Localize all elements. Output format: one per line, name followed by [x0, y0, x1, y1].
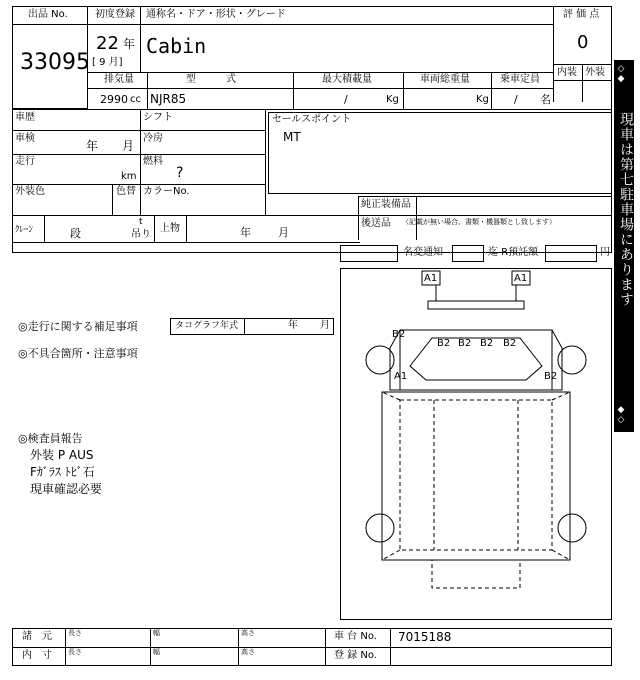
side-notice-top: ◇◆: [616, 64, 626, 84]
reg-month: [ 9 月]: [92, 57, 123, 68]
inspection-label: 車検: [15, 133, 35, 144]
gross-weight-unit: Kg: [476, 94, 489, 105]
displacement-value: 2990: [100, 93, 128, 106]
ac-label: 冷房: [143, 133, 163, 144]
fuel-label: 燃料: [143, 156, 163, 167]
registration-label: 登 録 No.: [334, 650, 377, 661]
sales-point-value: MT: [283, 130, 301, 144]
car-name: Cabin: [146, 34, 207, 58]
driving-notes-label: ◎走行に関する補足事項: [18, 320, 138, 333]
forwarding-note: （記載が無い場合、書類・機器類とし致します）: [402, 218, 556, 226]
color-no-label: カラーNo.: [143, 186, 190, 197]
first-reg-label: 初度登録: [95, 9, 135, 20]
max-load-unit: Kg: [386, 94, 399, 105]
diagram-mark: A1: [394, 371, 408, 382]
shift-label: シフト: [143, 112, 173, 123]
diagram-mark: B2: [458, 338, 472, 349]
inspector-line: Fｶﾞﾗｽ ﾄﾋﾞ石: [30, 465, 95, 479]
tachograph-month-unit: 月: [320, 320, 330, 331]
width-label: 幅: [153, 648, 160, 656]
inspection-year-unit: 年: [86, 139, 99, 153]
diagram-mark: B2: [544, 371, 558, 382]
model-value: NJR85: [150, 92, 187, 106]
defects-label: ◎不具合箇所・注意事項: [18, 347, 138, 360]
crane-lift-unit: 吊り: [131, 229, 151, 240]
tachograph-year-unit: 年: [288, 320, 298, 331]
recycle-label: 迄 R預託額: [488, 247, 539, 258]
capacity-label: 乗車定員: [500, 74, 540, 85]
chassis-label: 車 台 No.: [334, 631, 377, 642]
pre-name-change-box: [340, 245, 398, 262]
gross-weight-label: 車両総重量: [420, 74, 470, 85]
height-label: 高さ: [241, 629, 255, 637]
name-change-box: [452, 245, 484, 262]
reg-year-unit: 年: [123, 37, 136, 51]
diagram-mark: B2: [437, 338, 451, 349]
fuel-value: ?: [176, 165, 184, 181]
score-label: 評 価 点: [563, 9, 600, 20]
mileage-label: 走行: [15, 156, 35, 167]
length-label: 長さ: [68, 648, 82, 656]
spec-label: 諸 元: [22, 631, 52, 642]
length-label: 長さ: [68, 629, 82, 637]
exterior-label: 外装: [585, 67, 605, 78]
inspector-line: 外装 P AUS: [30, 448, 94, 462]
height-label: 高さ: [241, 648, 255, 656]
inspection-month-unit: 月: [122, 139, 135, 153]
model-label: 型 式: [186, 74, 236, 85]
lift-month-unit: 月: [278, 226, 289, 239]
lot-number: 33095: [20, 50, 90, 75]
diagram-mark: A1: [514, 273, 528, 284]
max-load-sep: /: [344, 93, 348, 106]
crane-t-unit: t: [139, 217, 143, 227]
lift-label: 上物: [160, 223, 180, 234]
diagram-mark: B2: [503, 338, 517, 349]
inspector-line: 現車確認必要: [30, 482, 103, 496]
yen-unit: 円: [600, 247, 610, 258]
history-label: 車歴: [15, 112, 35, 123]
max-load-label: 最大積載量: [322, 74, 372, 85]
sales-point-label: セールスポイント: [272, 114, 352, 125]
color-change-label: 色替: [116, 186, 136, 197]
diagram-mark: B2: [480, 338, 494, 349]
width-label: 幅: [153, 629, 160, 637]
name-grade-label: 通称名・ドア・形状・グレード: [146, 9, 286, 20]
capacity-unit: 名: [540, 93, 551, 106]
crane-stage-unit: 段: [70, 227, 81, 240]
truck-condition-diagram: [340, 268, 612, 620]
forwarding-label: 後送品: [361, 218, 391, 229]
reg-year: 22: [96, 33, 119, 54]
mileage-unit: km: [121, 171, 137, 182]
score-value: 0: [577, 32, 589, 53]
name-change-label: 名変通知: [403, 247, 443, 258]
side-notice-text: 現車は第七駐車場にあります: [618, 112, 634, 307]
tachograph-label: タコグラフ年式: [175, 321, 239, 331]
displacement-unit: cc: [130, 94, 141, 105]
lift-year-unit: 年: [240, 226, 251, 239]
interior-dim-label: 内 寸: [22, 650, 52, 661]
displacement-label: 排気量: [104, 74, 134, 85]
recycle-box: [545, 245, 597, 262]
interior-label: 内装: [557, 67, 577, 78]
lot-label: 出品 No.: [28, 9, 68, 20]
ext-color-label: 外装色: [15, 186, 45, 197]
crane-label: ｸﾚｰﾝ: [15, 225, 34, 235]
side-notice-bottom: ◆◇: [616, 405, 626, 425]
diagram-mark: B2: [392, 329, 406, 340]
inspector-report-label: ◎検査員報告: [18, 432, 83, 445]
genuine-parts-label: 純正装備品: [361, 199, 411, 210]
chassis-number: 7015188: [398, 630, 452, 644]
diagram-mark: A1: [424, 273, 438, 284]
capacity-sep: /: [514, 93, 518, 106]
